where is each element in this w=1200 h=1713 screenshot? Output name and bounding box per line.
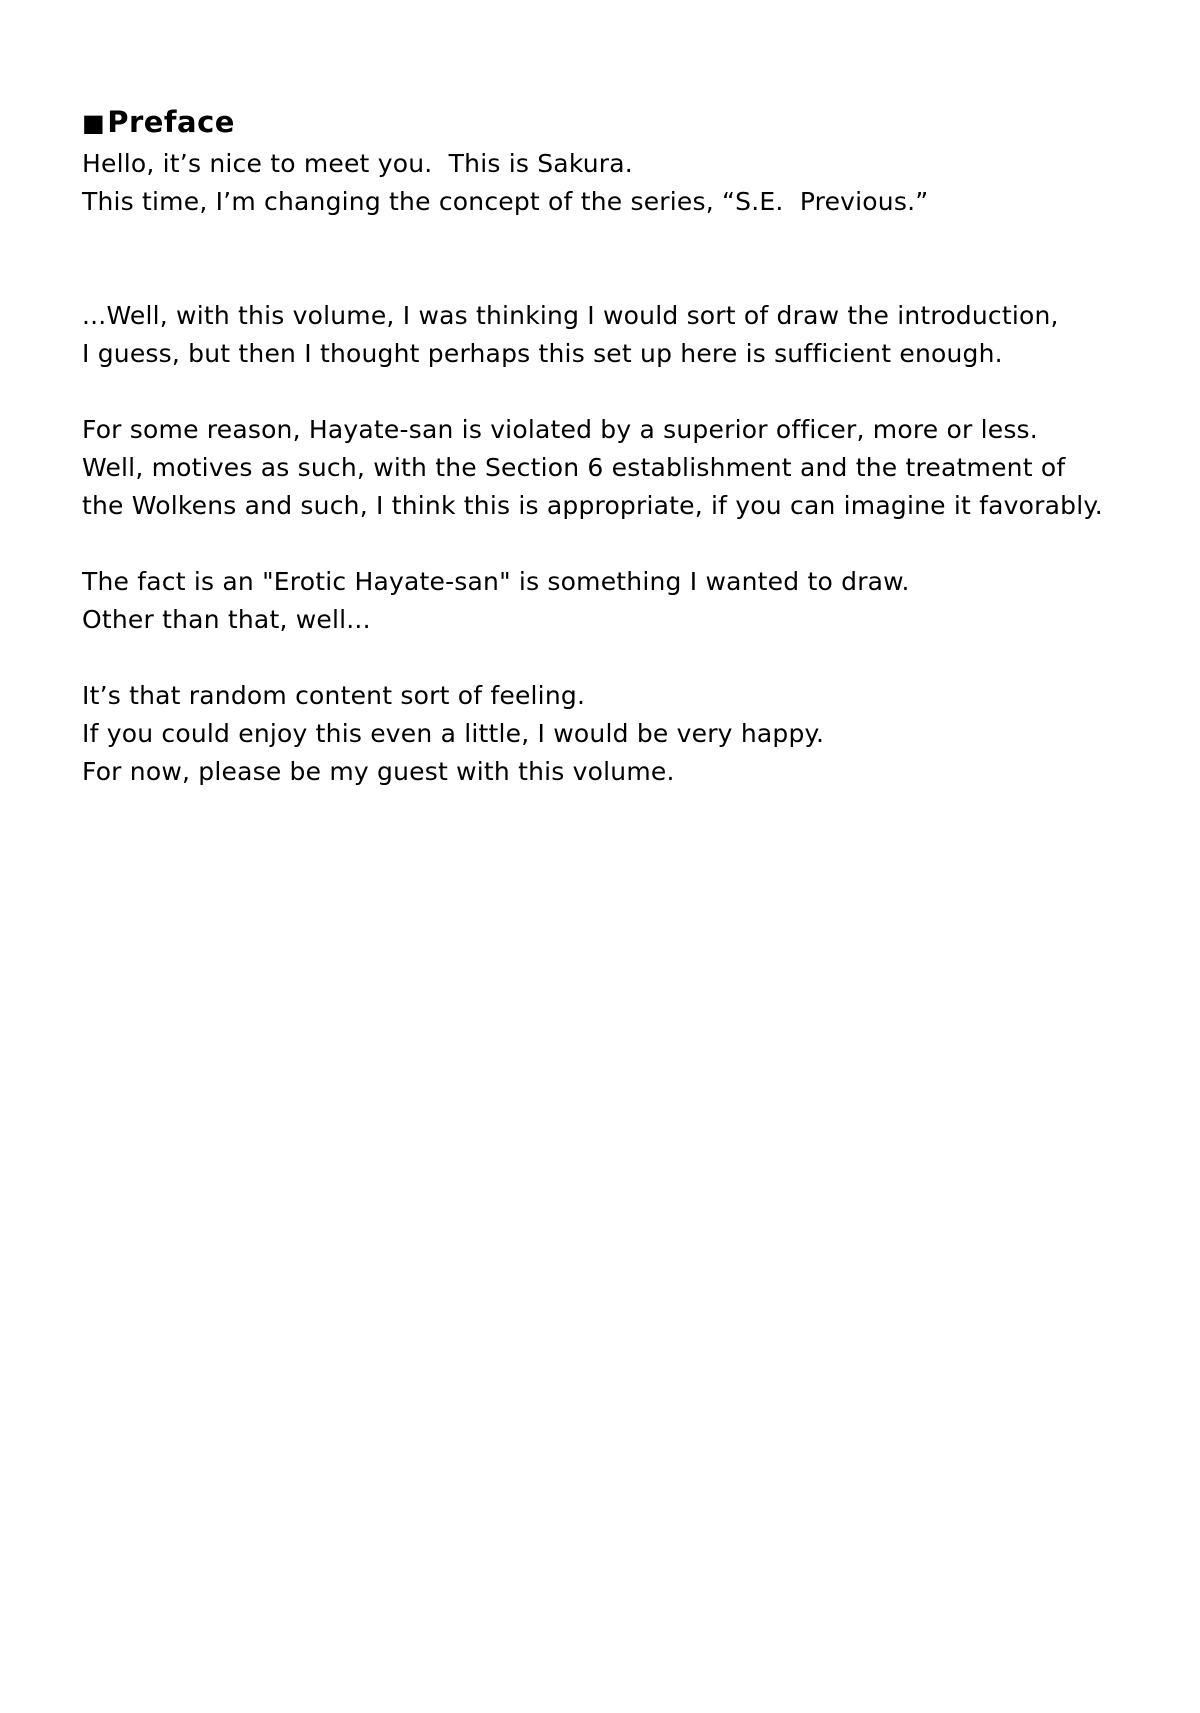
paragraph-greeting — [82, 145, 1170, 221]
text-line: Other than that, well... — [82, 605, 371, 634]
paragraph-motivation — [82, 563, 1170, 639]
text-line: Well, motives as such, with the Section 6 establishment and the treatment of — [82, 453, 1066, 482]
text-line: If you could enjoy this even a little, I would be very happy. — [82, 719, 825, 748]
paragraph-volume-intro — [82, 297, 1170, 373]
text-line: For some reason, Hayate-san is violated by a superior officer, more or less. — [82, 415, 1038, 444]
text-line: For now, please be my guest with this volume. — [82, 757, 675, 786]
text-line: Hello, it’s nice to meet you. This is Sakura. — [82, 149, 633, 178]
text-line: This time, I’m changing the concept of the series, “S.E. Previous.” — [82, 187, 929, 216]
preface-content — [82, 100, 1170, 791]
paragraph-closing — [82, 677, 1170, 791]
text-line: I guess, but then I thought perhaps this set up here is sufficient enough. — [82, 339, 1003, 368]
paragraph-premise — [82, 411, 1170, 525]
preface-heading — [82, 100, 1170, 145]
text-line: the Wolkens and such, I think this is appropriate, if you can imagine it favorably. — [82, 491, 1103, 520]
text-line: ...Well, with this volume, I was thinking I would sort of draw the introduction, — [82, 301, 1059, 330]
text-line: The fact is an "Erotic Hayate-san" is something I wanted to draw. — [82, 567, 910, 596]
preface-heading-text: Preface — [107, 105, 235, 139]
text-line: It’s that random content sort of feeling. — [82, 681, 586, 710]
square-bullet-icon: ■ — [82, 109, 106, 137]
